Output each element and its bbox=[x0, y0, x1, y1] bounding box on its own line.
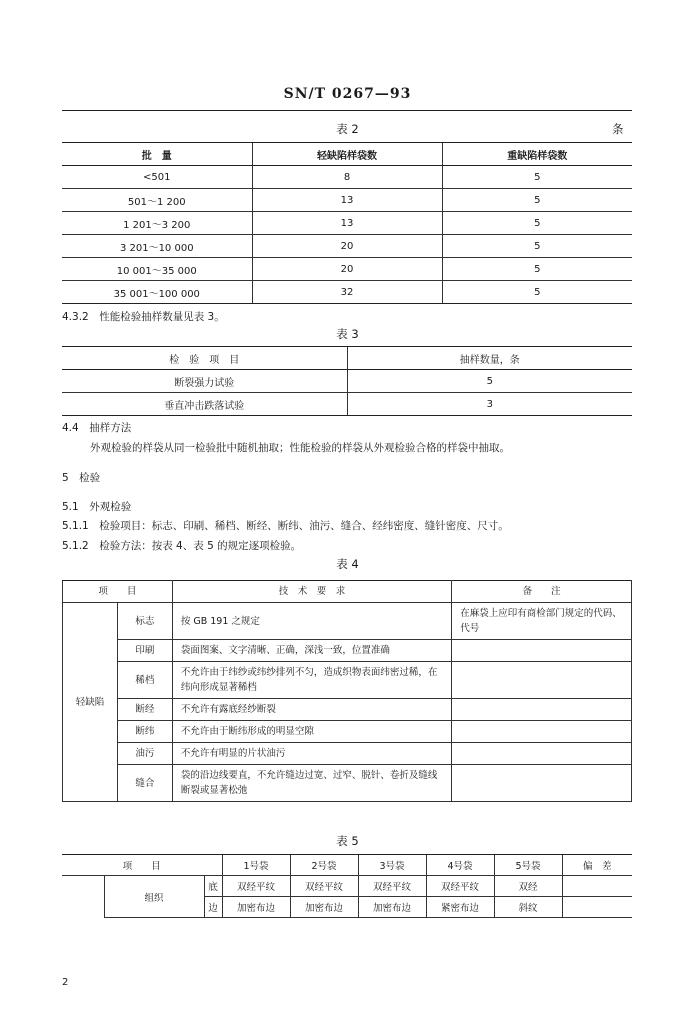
table-cell: 13 bbox=[252, 189, 442, 212]
table-cell: 32 bbox=[252, 281, 442, 304]
table-cell: 双经 bbox=[494, 876, 562, 897]
table-cell: 斜纹 bbox=[494, 897, 562, 918]
clause-4-4-heading: 4.4 抽样方法 bbox=[62, 422, 132, 434]
table-cell: 10 001～35 000 bbox=[62, 258, 252, 281]
part-cell: 底 bbox=[204, 876, 222, 897]
table-row bbox=[62, 281, 632, 304]
table-cell: <501 bbox=[62, 166, 252, 189]
header-cell: 1号袋 bbox=[222, 855, 290, 876]
clause-5-1-2: 5.1.2 检验方法：按表 4、表 5 的规定逐项检验。 bbox=[62, 540, 302, 552]
section-5-heading: 5 检验 bbox=[62, 472, 101, 484]
table-row bbox=[62, 212, 632, 235]
table-cell: 5 bbox=[442, 166, 632, 189]
table-row bbox=[62, 235, 632, 258]
table-row bbox=[62, 370, 632, 393]
table-cell: 13 bbox=[252, 212, 442, 235]
header-cell: 技 术 要 求 bbox=[172, 581, 451, 603]
item-cell: 缝合 bbox=[117, 765, 172, 802]
table-cell: 双经平纹 bbox=[426, 876, 494, 897]
header-cell: 备 注 bbox=[452, 581, 632, 603]
table-cell bbox=[562, 897, 632, 918]
requirement-cell: 袋面图案、文字清晰、正确，深浅一致，位置准确 bbox=[172, 640, 451, 662]
table-cell: 3 bbox=[347, 393, 632, 416]
table4 bbox=[62, 580, 632, 802]
table-cell: 1 201～3 200 bbox=[62, 212, 252, 235]
page-number: 2 bbox=[62, 977, 69, 988]
table-row bbox=[63, 743, 632, 765]
table-cell: 5 bbox=[442, 235, 632, 258]
table-row bbox=[62, 258, 632, 281]
requirement-cell: 按 GB 191 之规定 bbox=[172, 603, 451, 640]
table-cell: 5 bbox=[442, 258, 632, 281]
table-cell: 501～1 200 bbox=[62, 189, 252, 212]
header-cell: 抽样数量，条 bbox=[347, 347, 632, 370]
requirement-cell: 不允许有露底经纱断裂 bbox=[172, 699, 451, 721]
header-cell: 检 验 项 目 bbox=[62, 347, 347, 370]
table-cell: 5 bbox=[442, 281, 632, 304]
table-header-row bbox=[62, 143, 632, 166]
group-cell: 组织 bbox=[104, 876, 204, 918]
document-code-header: SN/T 0267—93 bbox=[283, 86, 412, 102]
header-cell: 项 目 bbox=[62, 855, 222, 876]
table-cell: 双经平纹 bbox=[290, 876, 358, 897]
clause-4-3-2: 4.3.2 性能检验抽样数量见表 3。 bbox=[62, 311, 225, 323]
item-cell: 油污 bbox=[117, 743, 172, 765]
table-cell: 双经平纹 bbox=[358, 876, 426, 897]
table-row bbox=[62, 166, 632, 189]
header-rule bbox=[62, 110, 632, 111]
table-row bbox=[63, 662, 632, 699]
table-cell: 20 bbox=[252, 235, 442, 258]
table-cell: 5 bbox=[442, 212, 632, 235]
part-cell: 边 bbox=[204, 897, 222, 918]
header-cell: 3号袋 bbox=[358, 855, 426, 876]
table5-title: 表 5 bbox=[336, 834, 359, 848]
table-cell: 35 001～100 000 bbox=[62, 281, 252, 304]
table-cell: 垂直冲击跌落试验 bbox=[62, 393, 347, 416]
requirement-cell: 不允许由于纬纱或纬纱排列不匀，造成织物表面纬密过稀，在纬向形成显著稀档 bbox=[172, 662, 451, 699]
table-cell: 加密布边 bbox=[358, 897, 426, 918]
table3 bbox=[62, 346, 632, 416]
item-cell: 稀档 bbox=[117, 662, 172, 699]
table-row bbox=[63, 640, 632, 662]
header-cell: 重缺陷样袋数 bbox=[442, 143, 632, 166]
clause-5-1-1: 5.1.1 检验项目：标志、印刷、稀档、断经、断纬、油污、缝合、经纬密度、缝针密度、尺寸。 bbox=[62, 520, 509, 532]
requirement-cell: 不允许由于断纬形成的明显空隙 bbox=[172, 721, 451, 743]
header-cell: 轻缺陷样袋数 bbox=[252, 143, 442, 166]
table-row bbox=[63, 603, 632, 640]
table-cell: 3 201～10 000 bbox=[62, 235, 252, 258]
table-cell: 断裂强力试验 bbox=[62, 370, 347, 393]
table-header-row bbox=[63, 581, 632, 603]
table-cell bbox=[562, 876, 632, 897]
table-cell: 20 bbox=[252, 258, 442, 281]
table-cell: 5 bbox=[442, 189, 632, 212]
header-cell: 项 目 bbox=[63, 581, 173, 603]
header-cell: 2号袋 bbox=[290, 855, 358, 876]
table3-title: 表 3 bbox=[336, 327, 359, 341]
table-cell: 双经平纹 bbox=[222, 876, 290, 897]
table-row bbox=[62, 189, 632, 212]
table-row bbox=[63, 721, 632, 743]
note-cell bbox=[452, 765, 632, 802]
table-row bbox=[62, 393, 632, 416]
header-cell: 4号袋 bbox=[426, 855, 494, 876]
requirement-cell: 袋的沿边线要直，不允许缝边过宽、过窄、脱针、卷折及缝线断裂或显著松弛 bbox=[172, 765, 451, 802]
table-row bbox=[63, 699, 632, 721]
table4-title: 表 4 bbox=[336, 557, 359, 571]
note-cell bbox=[452, 662, 632, 699]
table2 bbox=[62, 142, 632, 304]
table-cell: 紧密布边 bbox=[426, 897, 494, 918]
clause-4-4-body: 外观检验的样袋从同一检验批中随机抽取；性能检验的样袋从外观检验合格的样袋中抽取。 bbox=[90, 442, 510, 454]
table5 bbox=[62, 854, 632, 918]
header-cell: 5号袋 bbox=[494, 855, 562, 876]
table2-title: 表 2 bbox=[336, 122, 359, 136]
table-row bbox=[62, 876, 632, 897]
section-5-1-heading: 5.1 外观检验 bbox=[62, 501, 132, 513]
table-cell: 加密布边 bbox=[290, 897, 358, 918]
requirement-cell: 不允许有明显的片状油污 bbox=[172, 743, 451, 765]
table-header-row bbox=[62, 855, 632, 876]
table-cell: 加密布边 bbox=[222, 897, 290, 918]
note-cell bbox=[452, 699, 632, 721]
header-cell: 偏 差 bbox=[562, 855, 632, 876]
note-cell bbox=[452, 721, 632, 743]
item-cell: 标志 bbox=[117, 603, 172, 640]
item-cell: 印刷 bbox=[117, 640, 172, 662]
table-row bbox=[63, 765, 632, 802]
table-header-row bbox=[62, 347, 632, 370]
item-cell: 断经 bbox=[117, 699, 172, 721]
table-cell: 8 bbox=[252, 166, 442, 189]
table2-unit: 条 bbox=[612, 122, 624, 136]
header-cell: 批 量 bbox=[62, 143, 252, 166]
note-cell bbox=[452, 743, 632, 765]
group-cell: 轻缺陷 bbox=[63, 603, 118, 802]
blank-cell bbox=[62, 876, 104, 918]
note-cell: 在麻袋上应印有商检部门规定的代码、代号 bbox=[452, 603, 632, 640]
item-cell: 断纬 bbox=[117, 721, 172, 743]
note-cell bbox=[452, 640, 632, 662]
table-cell: 5 bbox=[347, 370, 632, 393]
